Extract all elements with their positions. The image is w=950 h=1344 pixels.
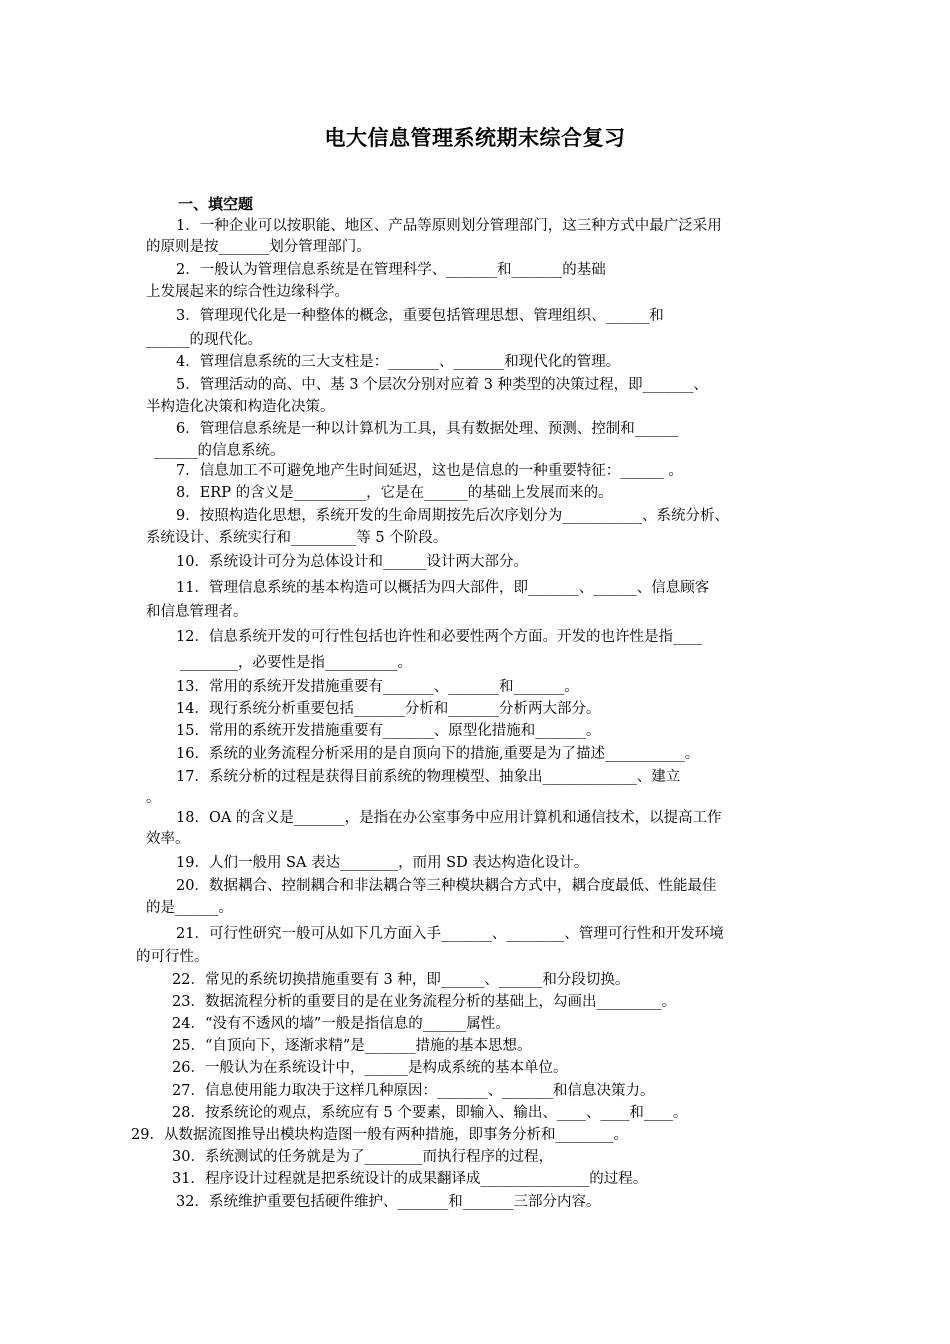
question-line: 22．常见的系统切换措施重要有 3 种，即______、______和分段切换。 bbox=[172, 972, 630, 988]
question-line: 的可行性。 bbox=[136, 949, 209, 965]
question-line: 32．系统维护重要包括硬件维护、_______和_______三部分内容。 bbox=[176, 1194, 601, 1210]
question-line: 效率。 bbox=[146, 831, 190, 847]
question-line: ______的现代化。 bbox=[146, 332, 262, 348]
question-line: 上发展起来的综合性边缘科学。 bbox=[146, 284, 349, 300]
question-line: 24．“没有不透风的墙”一般是指信息的______属性。 bbox=[172, 1016, 510, 1032]
question-line: 和信息管理者。 bbox=[146, 604, 248, 620]
question-line: 26．一般认为在系统设计中，______是构成系统的基本单位。 bbox=[172, 1060, 568, 1076]
question-line: 12．信息系统开发的可行性包括也许性和必要性两个方面。开发的也许性是指____ bbox=[176, 629, 702, 645]
question-line: 14．现行系统分析重要包括_______分析和_______分析两大部分。 bbox=[176, 701, 601, 717]
question-line: 28．按系统论的观点，系统应有 5 个要素，即输入、输出、____、____和____。 bbox=[172, 1105, 688, 1121]
page-title: 电大信息管理系统期末综合复习 bbox=[324, 126, 626, 150]
question-line: 。 bbox=[146, 790, 161, 806]
question-line: 8．ERP 的含义是__________，它是在______的基础上发展而来的。 bbox=[176, 485, 613, 501]
question-line: 系统设计、系统实行和_________等 5 个阶段。 bbox=[146, 530, 448, 546]
question-line: 23．数据流程分析的重要目的是在业务流程分析的基础上，勾画出_________。 bbox=[172, 994, 677, 1010]
question-line: 31．程序设计过程就是把系统设计的成果翻译成_______________的过程。 bbox=[172, 1171, 648, 1187]
question-line: 17．系统分析的过程是获得目前系统的物理模型、抽象出_____________、建立 bbox=[176, 769, 681, 785]
question-line: 半构造化决策和构造化决策。 bbox=[146, 399, 335, 415]
question-line: 6．管理信息系统是一种以计算机为工具，具有数据处理、预测、控制和______ bbox=[176, 421, 679, 437]
question-line: 9．按照构造化思想，系统开发的生命周期按先后次序划分为___________、系统分析、 bbox=[176, 508, 729, 524]
question-line: 29．从数据流图推导出模块构造图一般有两种措施，即事务分析和________。 bbox=[131, 1127, 628, 1143]
question-line: 21．可行性研究一般可从如下几方面入手_______、________、管理可行性和开发环境 bbox=[176, 926, 724, 942]
question-line: ______的信息系统。 bbox=[154, 443, 285, 459]
question-line: ________，必要性是指__________。 bbox=[180, 655, 412, 671]
question-line: 3．管理现代化是一种整体的概念，重要包括管理思想、管理组织、______和 bbox=[176, 308, 664, 324]
section-heading: 一、填空题 bbox=[178, 195, 254, 213]
question-line: 的是______。 bbox=[146, 900, 233, 916]
question-line: 1．一种企业可以按职能、地区、产品等原则划分管理部门，这三种方式中最广泛采用 bbox=[176, 218, 722, 234]
question-line: 4．管理信息系统的三大支柱是：_______、_______和现代化的管理。 bbox=[176, 354, 621, 370]
question-line: 27．信息使用能力取决于这样几种原因：_______、_______和信息决策力。 bbox=[172, 1083, 655, 1099]
question-line: 11．管理信息系统的基本构造可以概括为四大部件，即_______、______、信息顾客 bbox=[176, 580, 710, 596]
question-line: 20．数据耦合、控制耦合和非法耦合等三种模块耦合方式中，耦合度最低、性能最佳 bbox=[176, 878, 717, 894]
question-line: 30．系统测试的任务就是为了________而执行程序的过程， bbox=[172, 1149, 553, 1165]
question-line: 18．OA 的含义是_______，是指在办公室事务中应用计算机和通信技术，以提高工作 bbox=[176, 810, 722, 826]
question-line: 19．人们一般用 SA 表达________，而用 SD 表达构造化设计。 bbox=[176, 855, 589, 871]
question-line: 7．信息加工不可避免地产生时间延迟，这也是信息的一种重要特征：______ 。 bbox=[176, 463, 683, 479]
question-line: 16．系统的业务流程分析采用的是自顶向下的措施,重要是为了描述___________。 bbox=[176, 746, 700, 762]
question-line: 15．常用的系统开发措施重要有_______、原型化措施和_______。 bbox=[176, 723, 601, 739]
question-line: 13．常用的系统开发措施重要有_______、_______和_______。 bbox=[176, 679, 579, 695]
question-line: 的原则是按_______划分管理部门。 bbox=[146, 239, 371, 255]
question-line: 2．一般认为管理信息系统是在管理科学、_______和_______的基础 bbox=[176, 262, 606, 278]
question-line: 10．系统设计可分为总体设计和______设计两大部分。 bbox=[176, 554, 528, 570]
question-line: 5．管理活动的高、中、基 3 个层次分别对应着 3 种类型的决策过程，即_______、 bbox=[176, 377, 708, 393]
question-line: 25．“自顶向下，逐渐求精”是_______措施的基本思想。 bbox=[172, 1038, 532, 1054]
